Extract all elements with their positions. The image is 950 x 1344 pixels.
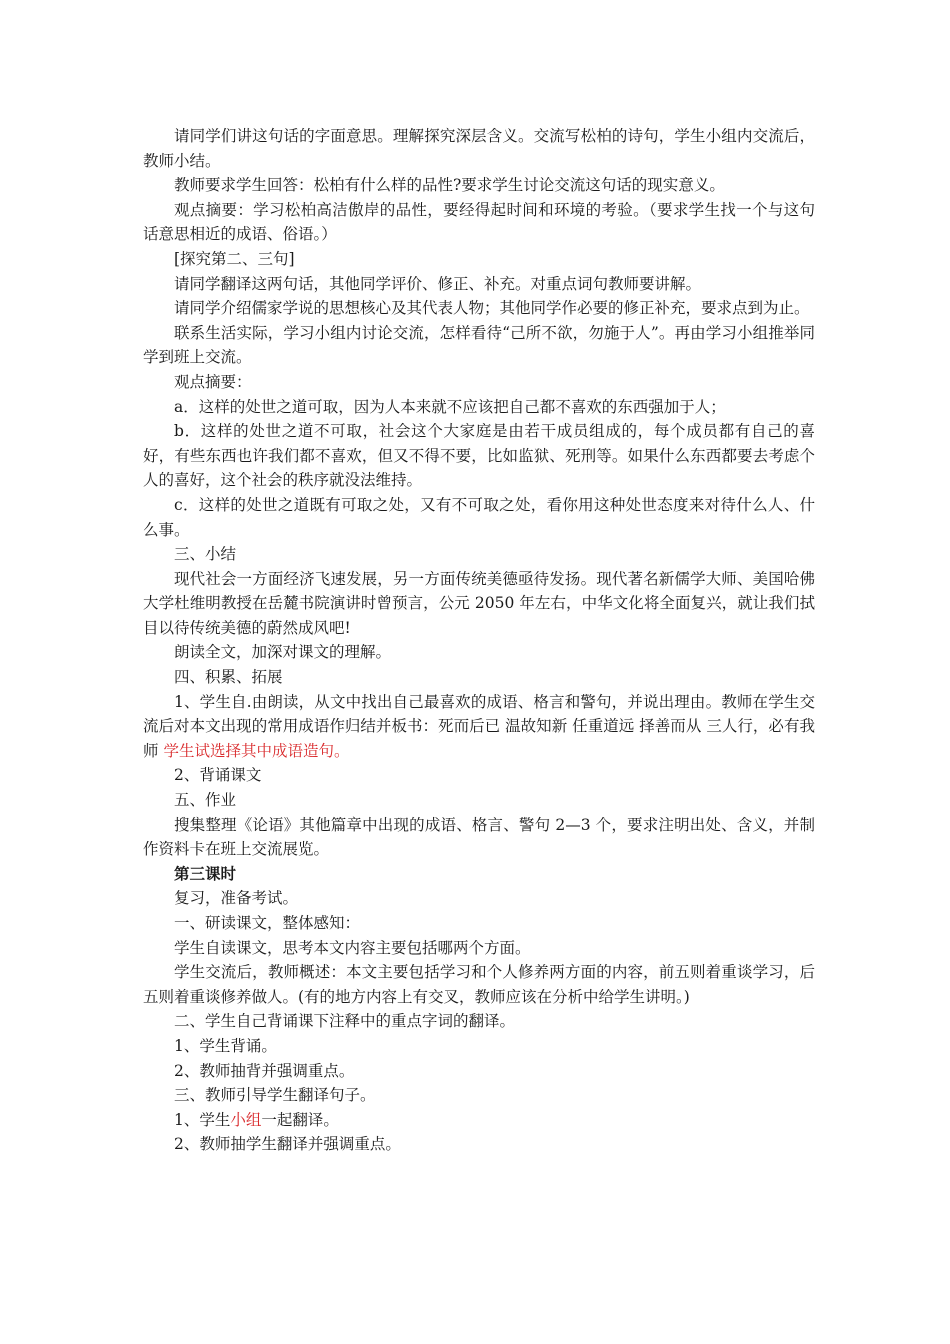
paragraph: 复习，准备考试。	[174, 889, 299, 908]
list-item: b．这样的处世之道不可取，社会这个大家庭是由若干成员组成的，每个成员都有自己的喜好，有些东西也许我们都不喜欢，但又不得不要，比如监狱、死刑等。如果什么东西都要去考虑个人的喜好，这个社会的秩序就没法维持。	[143, 422, 815, 490]
paragraph: 学生自读课文，思考本文内容主要包括哪两个方面。	[174, 938, 531, 957]
section-heading: 三、教师引导学生翻译句子。	[174, 1086, 376, 1105]
paragraph	[143, 690, 815, 764]
section-heading: 四、积累、拓展	[174, 668, 283, 687]
lesson-heading: 第三课时	[174, 863, 237, 883]
highlighted-text: 小组	[230, 1110, 262, 1129]
list-item	[143, 1108, 815, 1133]
paragraph-text: 1、学生	[174, 1110, 231, 1129]
paragraph: 请同学翻译这两句话，其他同学评价、修正、补充。对重点词句教师要讲解。	[174, 274, 702, 293]
paragraph: 联系生活实际，学习小组内讨论交流，怎样看待“己所不欲，勿施于人”。再由学习小组推举同学到班上交流。	[143, 323, 815, 367]
list-item: a．这样的处世之道可取，因为人本来就不应该把自己都不喜欢的东西强加于人；	[174, 397, 726, 416]
paragraph: 观点摘要：	[174, 372, 252, 391]
section-heading: 一、研读课文，整体感知：	[174, 914, 361, 932]
section-heading: 二、学生自己背诵课下注释中的重点字词的翻译。	[174, 1012, 516, 1031]
paragraph-text: 1、学生自.由朗读，从文中找出自己最喜欢的成语、格言和警句，并说出理由。教师在学生交流后对本文出现的常用成语作归结并板书：死而后已 温故知新 任重道远 择善而从 三人行，必有我师	[143, 692, 815, 760]
highlighted-text: 学生试选择其中成语造句。	[163, 741, 350, 760]
paragraph: 请同学介绍儒家学说的思想核心及其代表人物；其他同学作必要的修正补充，要求点到为止。	[174, 299, 810, 318]
list-item: 2、教师抽背并强调重点。	[174, 1061, 355, 1080]
list-item: 2、教师抽学生翻译并强调重点。	[174, 1135, 401, 1154]
list-item: c．这样的处世之道既有可取之处，又有不可取之处，看你用这种处世态度来对待什么人、什么事。	[143, 495, 815, 539]
paragraph-text: 一起翻译。	[261, 1110, 339, 1129]
section-heading: 三、小结	[174, 545, 237, 564]
paragraph: 现代社会一方面经济飞速发展，另一方面传统美德亟待发扬。现代著名新儒学大师、美国哈佛大学杜维明教授在岳麓书院演讲时曾预言，公元 2050 年左右，中华文化将全面复兴，就让我们拭目以待传统美德的蔚然成风吧!	[143, 569, 815, 637]
list-item: 2、背诵课文	[174, 766, 262, 785]
list-item: 1、学生背诵。	[174, 1036, 277, 1055]
paragraph: 朗读全文，加深对课文的理解。	[174, 643, 392, 662]
section-label: [探究第二、三句]	[174, 249, 295, 268]
paragraph: 请同学们讲这句话的字面意思。理解探究深层含义。交流写松柏的诗句，学生小组内交流后，教师小结。	[143, 127, 815, 170]
paragraph: 学生交流后，教师概述：本文主要包括学习和个人修养两方面的内容，前五则着重谈学习，后五则着重谈修养做人。(有的地方内容上有交叉，教师应该在分析中给学生讲明。)	[143, 963, 815, 1006]
document-body	[143, 124, 815, 1157]
paragraph: 观点摘要：学习松柏高洁傲岸的品性，要经得起时间和环境的考验。（要求学生找一个与这句话意思相近的成语、俗语。）	[143, 200, 815, 244]
paragraph: 搜集整理《论语》其他篇章中出现的成语、格言、警句 2—3 个，要求注明出处、含义，并制作资料卡在班上交流展览。	[143, 815, 815, 859]
paragraph: 教师要求学生回答：松柏有什么样的品性?要求学生讨论交流这句话的现实意义。	[174, 176, 725, 195]
section-heading: 五、作业	[174, 791, 237, 810]
